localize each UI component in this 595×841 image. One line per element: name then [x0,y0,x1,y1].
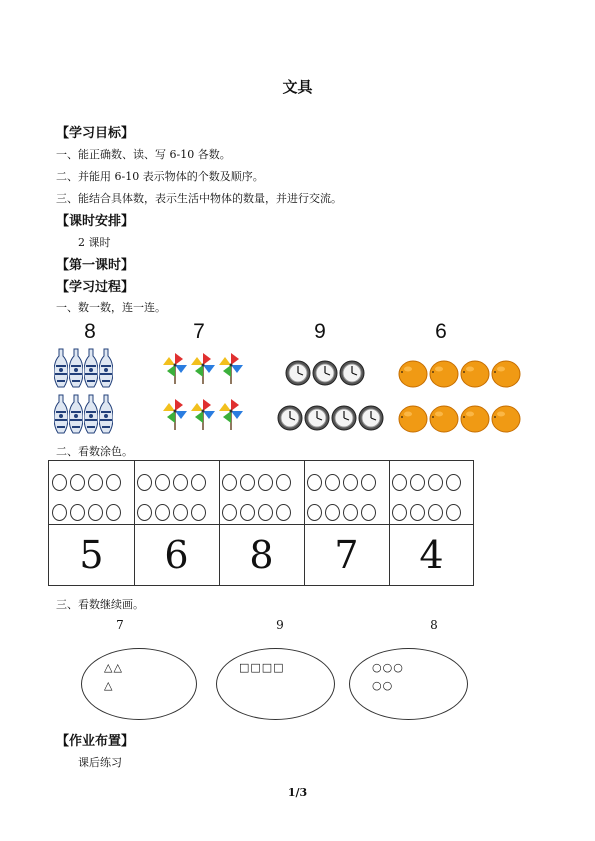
page-number: 1/3 [287,786,308,799]
color-circle[interactable] [258,504,273,521]
vase-icon [84,394,98,434]
color-circle[interactable] [276,474,291,491]
color-circle[interactable] [52,474,67,491]
color-circle[interactable] [325,474,340,491]
vase-icon [69,348,83,388]
orange-icon [398,405,428,433]
exercise1-number-8: 8 [84,320,96,343]
grid-divider [49,524,473,525]
exercise3-instruction: 三、看数继续画。 [56,598,144,611]
draw-target-8: 8 [430,618,438,632]
circle-shapes: ○○ [372,679,394,692]
clock-row-2 [277,405,384,431]
vase-icon [69,394,83,434]
vase-icon [99,394,113,434]
triangle-shapes: △△ [104,661,123,674]
color-circle[interactable] [155,474,170,491]
draw-target-9: 9 [276,618,284,632]
color-circle[interactable] [240,474,255,491]
color-count-6: 6 [164,533,189,577]
pinwheel-icon [218,398,244,430]
color-circle[interactable] [52,504,67,521]
vase-icon [84,348,98,388]
color-circle[interactable] [343,504,358,521]
circle-row [222,474,291,491]
goal-1: 一、能正确数、读、写 6-10 各数。 [56,148,231,161]
square-shapes: □□□□ [239,661,285,674]
clock-icon [312,360,338,386]
drawing-area[interactable] [216,648,335,720]
orange-row-2 [398,405,521,433]
color-circle[interactable] [307,504,322,521]
circle-row [137,474,206,491]
orange-icon [491,405,521,433]
color-circle[interactable] [410,474,425,491]
pinwheel-row-2 [162,398,244,430]
color-circle[interactable] [88,504,103,521]
draw-target-7: 7 [116,618,124,632]
color-circle[interactable] [428,504,443,521]
color-circle[interactable] [240,504,255,521]
lesson-heading: 【第一课时】 [56,258,135,273]
circle-row [392,474,461,491]
color-circle[interactable] [325,504,340,521]
homework-text: 课后练习 [78,756,122,769]
color-circle[interactable] [361,474,376,491]
color-circle[interactable] [191,504,206,521]
orange-icon [429,405,459,433]
color-circle[interactable] [70,504,85,521]
pinwheel-icon [218,352,244,384]
clock-icon [339,360,365,386]
pinwheel-icon [190,398,216,430]
color-circle[interactable] [343,474,358,491]
drawing-area[interactable] [349,648,468,720]
exercise1-number-9: 9 [314,320,326,343]
color-circle[interactable] [137,474,152,491]
goal-2: 二、并能用 6-10 表示物体的个数及顺序。 [56,170,264,183]
circle-row [137,504,206,521]
color-circle[interactable] [106,474,121,491]
schedule-heading: 【课时安排】 [56,214,135,229]
vase-row-2 [54,394,113,434]
goals-heading: 【学习目标】 [56,126,135,141]
pinwheel-row-1 [162,352,244,384]
color-circle[interactable] [307,474,322,491]
process-heading: 【学习过程】 [56,280,135,295]
vase-icon [54,394,68,434]
orange-icon [398,360,428,388]
clock-icon [304,405,330,431]
circle-row [392,504,461,521]
color-circle[interactable] [428,474,443,491]
color-circle[interactable] [191,474,206,491]
color-circle[interactable] [258,474,273,491]
color-count-7: 7 [334,533,359,577]
homework-heading: 【作业布置】 [56,734,135,749]
orange-icon [460,360,490,388]
coloring-grid [48,460,474,586]
orange-icon [460,405,490,433]
color-circle[interactable] [361,504,376,521]
orange-row-1 [398,360,521,388]
color-circle[interactable] [410,504,425,521]
circle-row [52,504,121,521]
goal-3: 三、能结合具体数，表示生活中物体的数量，并进行交流。 [56,192,342,205]
circle-row [52,474,121,491]
orange-icon [491,360,521,388]
clock-icon [358,405,384,431]
color-circle[interactable] [392,504,407,521]
vase-icon [54,348,68,388]
color-count-4: 4 [419,533,444,577]
vase-icon [99,348,113,388]
circle-row [307,504,376,521]
triangle-shapes: △ [104,679,114,692]
circle-row [222,504,291,521]
clock-icon [285,360,311,386]
clock-icon [331,405,357,431]
exercise1-number-7: 7 [193,320,205,343]
color-circle[interactable] [222,474,237,491]
color-circle[interactable] [173,474,188,491]
pinwheel-icon [190,352,216,384]
color-circle[interactable] [222,504,237,521]
schedule-text: 2 课时 [78,236,111,249]
clock-icon [277,405,303,431]
color-circle[interactable] [392,474,407,491]
color-circle[interactable] [173,504,188,521]
color-count-5: 5 [79,533,104,577]
clock-row-1 [285,360,365,386]
exercise2-instruction: 二、看数涂色。 [56,445,133,458]
color-circle[interactable] [446,474,461,491]
drawing-area[interactable] [81,648,197,720]
color-circle[interactable] [276,504,291,521]
circle-shapes: ○○○ [372,661,404,674]
color-circle[interactable] [106,504,121,521]
color-circle[interactable] [446,504,461,521]
orange-icon [429,360,459,388]
color-circle[interactable] [88,474,103,491]
exercise1-number-6: 6 [435,320,447,343]
circle-row [307,474,376,491]
color-circle[interactable] [70,474,85,491]
color-circle[interactable] [137,504,152,521]
page-title: 文具 [282,78,313,96]
pinwheel-icon [162,352,188,384]
color-circle[interactable] [155,504,170,521]
color-count-8: 8 [249,533,274,577]
exercise1-instruction: 一、数一数，连一连。 [56,301,166,314]
vase-row-1 [54,348,113,388]
pinwheel-icon [162,398,188,430]
